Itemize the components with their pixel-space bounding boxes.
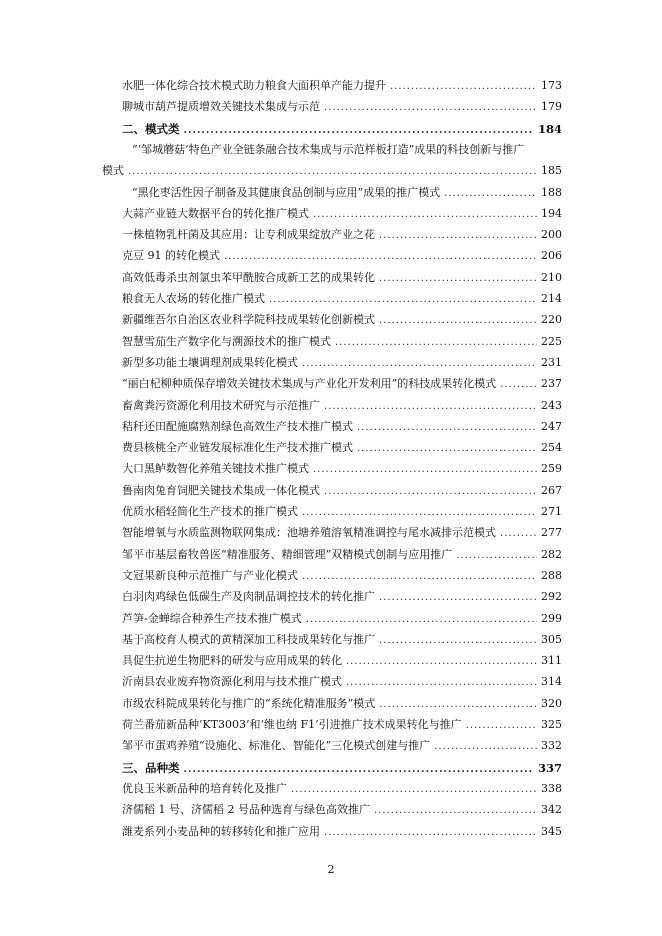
dot-leader — [302, 355, 537, 373]
dot-leader — [324, 99, 537, 117]
toc-entry-title: 邹平市基层畜牧兽医“精准服务、精细管理”双精模式创制与应用推广 — [122, 548, 453, 561]
dot-leader — [324, 483, 537, 501]
toc-entry-page: 311 — [541, 654, 562, 667]
toc-entry — [122, 375, 562, 393]
toc-entry-title: 基于高校育人模式的黄精深加工科技成果转化与推广 — [122, 633, 375, 646]
toc-entry-page: 247 — [541, 420, 562, 433]
toc-entry — [122, 439, 562, 457]
toc-entry — [122, 205, 562, 223]
toc-entry-title: 模式 — [102, 164, 124, 177]
toc-entry-title: “‘邹城蘑菇’特色产业全链条融合技术集成与示范样板打造”成果的科技创新与推广 — [132, 143, 525, 156]
toc-entry-page: 314 — [541, 675, 562, 688]
toc-entry-page: 332 — [541, 739, 562, 752]
toc-entry — [122, 397, 562, 415]
toc-entry — [122, 546, 562, 564]
toc-entry-title: 文冠果新良种示范推广与产业化模式 — [122, 569, 298, 582]
toc-entry — [122, 695, 562, 713]
toc-entry — [122, 482, 562, 500]
dot-leader — [306, 611, 537, 629]
toc-entry-title: 大口黑鲈数智化养殖关键技术推广模式 — [122, 462, 309, 475]
toc-entry — [122, 524, 562, 542]
toc-entry-title: 一株植物乳杆菌及其应用：让专利成果绽放产业之花 — [122, 228, 375, 241]
toc-entry-page: 338 — [541, 782, 562, 795]
dot-leader — [269, 291, 537, 309]
toc-entry-title: 大蒜产业链大数据平台的转化推广模式 — [122, 207, 309, 220]
toc-entry-page: 243 — [541, 399, 562, 412]
dot-leader — [379, 589, 537, 607]
toc-entry-page: 288 — [541, 569, 562, 582]
toc-entry-title: 潍麦系列小麦品种的转移转化和推广应用 — [122, 825, 320, 838]
toc-entry — [122, 333, 562, 351]
toc-entry-page: 194 — [541, 207, 562, 220]
toc-entry-title: 三、品种类 — [122, 761, 180, 775]
toc-entry-page: 271 — [541, 505, 562, 518]
toc-entry — [122, 269, 562, 287]
dot-leader — [313, 461, 537, 479]
toc-entry — [122, 652, 562, 670]
dot-leader — [379, 696, 537, 714]
toc-section-heading — [122, 120, 562, 138]
toc-entry-page: 345 — [541, 825, 562, 838]
toc-entry-page: 267 — [541, 484, 562, 497]
toc-entry-title: 新疆维吾尔自治区农业科学院科技成果转化创新模式 — [122, 313, 375, 326]
dot-leader — [466, 717, 537, 735]
toc-entry-title: 白羽肉鸡绿色低碳生产及肉制品调控技术的转化推广 — [122, 590, 375, 603]
dot-leader — [379, 227, 537, 245]
toc-entry-title: 鲁南肉兔育饲肥关键技术集成一体化模式 — [122, 484, 320, 497]
toc-entry-page: 325 — [541, 718, 562, 731]
toc-entry-title: 市级农科院成果转化与推广的“系统化精准服务”模式 — [122, 697, 376, 710]
toc-entry — [122, 588, 562, 606]
dot-leader — [500, 525, 537, 543]
dot-leader — [379, 270, 537, 288]
dot-leader — [335, 334, 537, 352]
toc-entry-page: 214 — [541, 292, 562, 305]
toc-entry-page: 185 — [541, 164, 562, 177]
toc-entry — [122, 503, 562, 521]
toc-entry-title: 粮食无人农场的转化推广模式 — [122, 292, 265, 305]
dot-leader — [313, 206, 537, 224]
toc-entry — [102, 162, 562, 180]
toc-entry — [122, 567, 562, 585]
dot-leader — [291, 781, 537, 799]
toc-entry-page: 254 — [541, 441, 562, 454]
toc-section-heading — [122, 759, 562, 777]
toc-entry — [122, 673, 562, 691]
toc-entry-title: 芦笋-金蝉综合种养生产技术推广模式 — [122, 612, 302, 625]
toc-entry-title: 优质水稻轻简化生产技术的推广模式 — [122, 505, 298, 518]
toc-entry-page: 277 — [541, 526, 562, 539]
toc-entry — [132, 141, 562, 159]
dot-leader — [128, 163, 537, 181]
dot-leader — [184, 761, 534, 779]
dot-leader — [346, 674, 537, 692]
toc-entry-title: 费县核桃全产业链发展标准化生产技术推广模式 — [122, 441, 353, 454]
dot-leader — [434, 738, 537, 756]
toc-entry — [122, 290, 562, 308]
toc-entry-title: 畜禽粪污资源化利用技术研究与示范推广 — [122, 399, 320, 412]
toc-entry — [122, 418, 562, 436]
toc-entry-page: 259 — [541, 462, 562, 475]
toc-entry — [122, 311, 562, 329]
toc-entry-page: 200 — [541, 228, 562, 241]
toc-entry-title: “丽白杞柳种质保存增效关键技术集成与产业化开发利用”的科技成果转化模式 — [122, 377, 497, 390]
dot-leader — [346, 653, 537, 671]
toc-entry — [122, 801, 562, 819]
toc-entry — [122, 610, 562, 628]
toc-entry-page: 210 — [541, 271, 562, 284]
toc-entry-title: 二、模式类 — [122, 122, 180, 136]
toc-entry-title: “黑化枣活性因子制备及其健康食品创制与应用”成果的推广模式 — [132, 186, 441, 199]
toc-entry-page: 220 — [541, 313, 562, 326]
toc-entry — [122, 737, 562, 755]
toc-entry-title: 智能增氧与水质监测物联网集成：池塘养殖溶氧精准调控与尾水减排示范模式 — [122, 526, 496, 539]
toc-entry — [122, 460, 562, 478]
dot-leader — [379, 312, 537, 330]
toc-entry-page: 342 — [541, 803, 562, 816]
toc-entry-title: 高效低毒杀虫剂氯虫苯甲酰胺合成新工艺的成果转化 — [122, 271, 375, 284]
toc-entry-page: 206 — [541, 249, 562, 262]
toc-entry-title: 具促生抗逆生物肥料的研发与应用成果的转化 — [122, 654, 342, 667]
toc-entry-page: 299 — [541, 612, 562, 625]
toc-entry-title: 邹平市蛋鸡养殖“设施化、标准化、智能化”三化模式创建与推广 — [122, 739, 431, 752]
toc-entry — [122, 631, 562, 649]
toc-entry-title: 新型多功能土壤调理剂成果转化模式 — [122, 356, 298, 369]
toc-entry-title: 水肥一体化综合技术模式助力粮食大面积单产能力提升 — [122, 79, 386, 92]
toc-entry-page: 188 — [541, 186, 562, 199]
dot-leader — [184, 122, 534, 140]
toc-entry-title: 济儒稻 1 号、济儒稻 2 号品种选育与绿色高效推广 — [122, 803, 370, 816]
toc-entry-page: 320 — [541, 697, 562, 710]
toc-entry-page: 225 — [541, 335, 562, 348]
toc-entry-title: 秸秆还田配施腐熟剂绿色高效生产技术推广模式 — [122, 420, 353, 433]
dot-leader — [390, 78, 537, 96]
toc-entry-page: 282 — [541, 548, 562, 561]
dot-leader — [374, 802, 537, 820]
toc-entry-title: 荷兰番茄新品种‘KT3003’和‘维也纳 F1’引进推广技术成果转化与推广 — [122, 718, 462, 731]
toc-entry-page: 179 — [541, 100, 562, 113]
toc-entry — [122, 823, 562, 841]
dot-leader — [302, 568, 537, 586]
dot-leader — [500, 376, 537, 394]
toc-entry-page: 337 — [537, 761, 562, 775]
toc-entry-page: 292 — [541, 590, 562, 603]
dot-leader — [357, 419, 537, 437]
toc-entry-page: 231 — [541, 356, 562, 369]
toc-entry — [122, 226, 562, 244]
page-number: 2 — [327, 863, 335, 876]
toc-entry-title: 智慧雪茄生产数字化与溯源技术的推广模式 — [122, 335, 331, 348]
toc-entry-title: 沂南县农业废弃物资源化利用与技术推广模式 — [122, 675, 342, 688]
toc-entry-page: 184 — [537, 122, 562, 136]
dot-leader — [324, 398, 537, 416]
toc-entry-title: 聊城市葫芦提质增效关键技术集成与示范 — [122, 100, 320, 113]
toc-entry — [132, 184, 562, 202]
toc-entry — [122, 77, 562, 95]
dot-leader — [444, 185, 537, 203]
toc-entry-page: 305 — [541, 633, 562, 646]
dot-leader — [456, 547, 537, 565]
toc-entry — [122, 716, 562, 734]
toc-entry — [122, 247, 562, 265]
dot-leader — [224, 248, 537, 266]
dot-leader — [302, 504, 537, 522]
dot-leader — [379, 632, 537, 650]
toc-entry-page: 237 — [541, 377, 562, 390]
toc-entry-title: 克豆 91 的转化模式 — [122, 249, 220, 262]
toc-entry — [122, 780, 562, 798]
dot-leader — [357, 440, 537, 458]
toc-entry-page: 173 — [541, 79, 562, 92]
toc-entry — [122, 354, 562, 372]
dot-leader — [324, 824, 537, 842]
toc-entry — [122, 98, 562, 116]
toc-entry-title: 优良玉米新品种的培育转化及推广 — [122, 782, 287, 795]
